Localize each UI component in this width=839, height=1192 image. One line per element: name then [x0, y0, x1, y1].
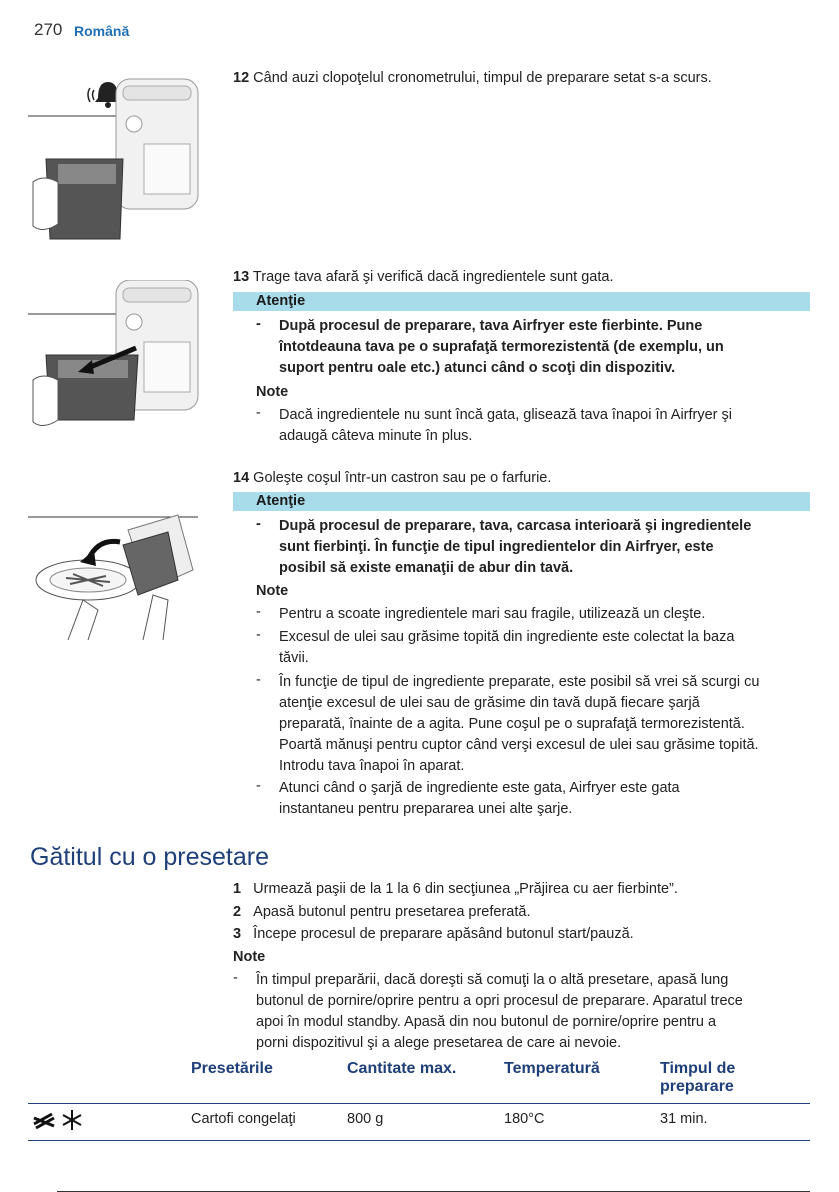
- caution-text-14: - După procesul de preparare, tava, carcasa interioară şi ingredientele sunt fierbinţi. În funcţie de tipul ingredientelor din Airfryer, este posibil să existe emanaţii de abur din tavă.: [256, 516, 752, 576]
- table-cell-preset: Cartofi congelaţi: [191, 1111, 296, 1127]
- caution-text-13: - După procesul de preparare, tava Airfryer este fierbinte. Pune întotdeauna tava pe o suprafaţă termorezistentă (de exemplu, un suport pentru oale etc.) atunci când o scoţi din dispozitiv.: [256, 316, 724, 376]
- step-12: 12 Când auzi clopoţelul cronometrului, timpul de preparare setat s-a scurs.: [233, 70, 712, 86]
- section-title: Gătitul cu o presetare: [30, 843, 270, 871]
- table-cell-temp: 180°C: [504, 1111, 545, 1127]
- preset-note-heading: Note: [233, 949, 266, 965]
- pull-out-basket-illustration: [28, 280, 208, 430]
- language-label: Română: [74, 23, 130, 39]
- table-header-preset: Presetările: [191, 1060, 273, 1077]
- page-number: 270: [34, 20, 63, 39]
- caution-bar-14: Atenţie: [233, 492, 810, 511]
- table-cell-max: 800 g: [347, 1111, 384, 1127]
- preset-note-text: - În timpul preparării, dacă doreşti să comuţi la o altă presetare, apasă lung butonul de pornire/oprire pentru a opri procesul de preparare. Aparatul trece apoi în modul standby. Apasă din nou butonul de pornire/oprire pentru a porni dispozitivul şi a alege presetarea de care ai nevoie.: [233, 970, 743, 1051]
- table-header-temp: Temperatură: [504, 1060, 600, 1077]
- preset-step-1: 1 Urmează paşii de la 1 la 6 din secţiunea „Prăjirea cu aer fierbinte”.: [233, 881, 678, 897]
- caution-bar-13: Atenţie: [233, 292, 810, 311]
- fries-frozen-icon: [32, 1108, 88, 1132]
- note-heading-14: Note: [256, 583, 289, 599]
- table-header-divider: [28, 1103, 810, 1104]
- note-text-13: - Dacă ingredientele nu sunt încă gata, glisează tava înapoi în Airfryer şi adaugă câteva minute în plus.: [256, 405, 732, 444]
- airfryer-timer-illustration: [28, 64, 208, 244]
- empty-basket-illustration: [28, 500, 208, 645]
- table-header-max: Cantitate max.: [347, 1060, 457, 1077]
- note-item: - Excesul de ulei sau grăsime topită din ingrediente este colectat la baza tăvii.: [256, 627, 735, 666]
- step-14: 14 Goleşte coşul într-un castron sau pe o farfurie.: [233, 470, 552, 486]
- preset-step-3: 3 Începe procesul de preparare apăsând butonul start/pauză.: [233, 926, 634, 942]
- step-13: 13 Trage tava afară şi verifică dacă ingredientele sunt gata.: [233, 269, 614, 285]
- table-header-time: Timpul de preparare: [660, 1060, 736, 1095]
- note-item: - În funcţie de tipul de ingrediente preparate, este posibil să vrei să scurgi cu atenţie excesul de ulei sau de grăsime din tavă după fiecare şarjă preparată, înainte de a agita. Pune coşul pe o suprafaţă termorezistentă. Poartă mănuşi pentru cuptor când verşi excesul de ulei sau grăsime topită. Introdu tava înapoi în aparat.: [256, 672, 760, 774]
- note-item: - Pentru a scoate ingredientele mari sau fragile, utilizează un cleşte.: [256, 604, 706, 622]
- note-item: - Atunci când o şarjă de ingrediente este gata, Airfryer este gata instantaneu pentru prepararea unei alte şarje.: [256, 778, 680, 817]
- table-cell-time: 31 min.: [660, 1111, 708, 1127]
- note-heading-13: Note: [256, 384, 289, 400]
- table-row-divider: [28, 1140, 810, 1141]
- preset-step-2: 2 Apasă butonul pentru presetarea preferată.: [233, 904, 531, 920]
